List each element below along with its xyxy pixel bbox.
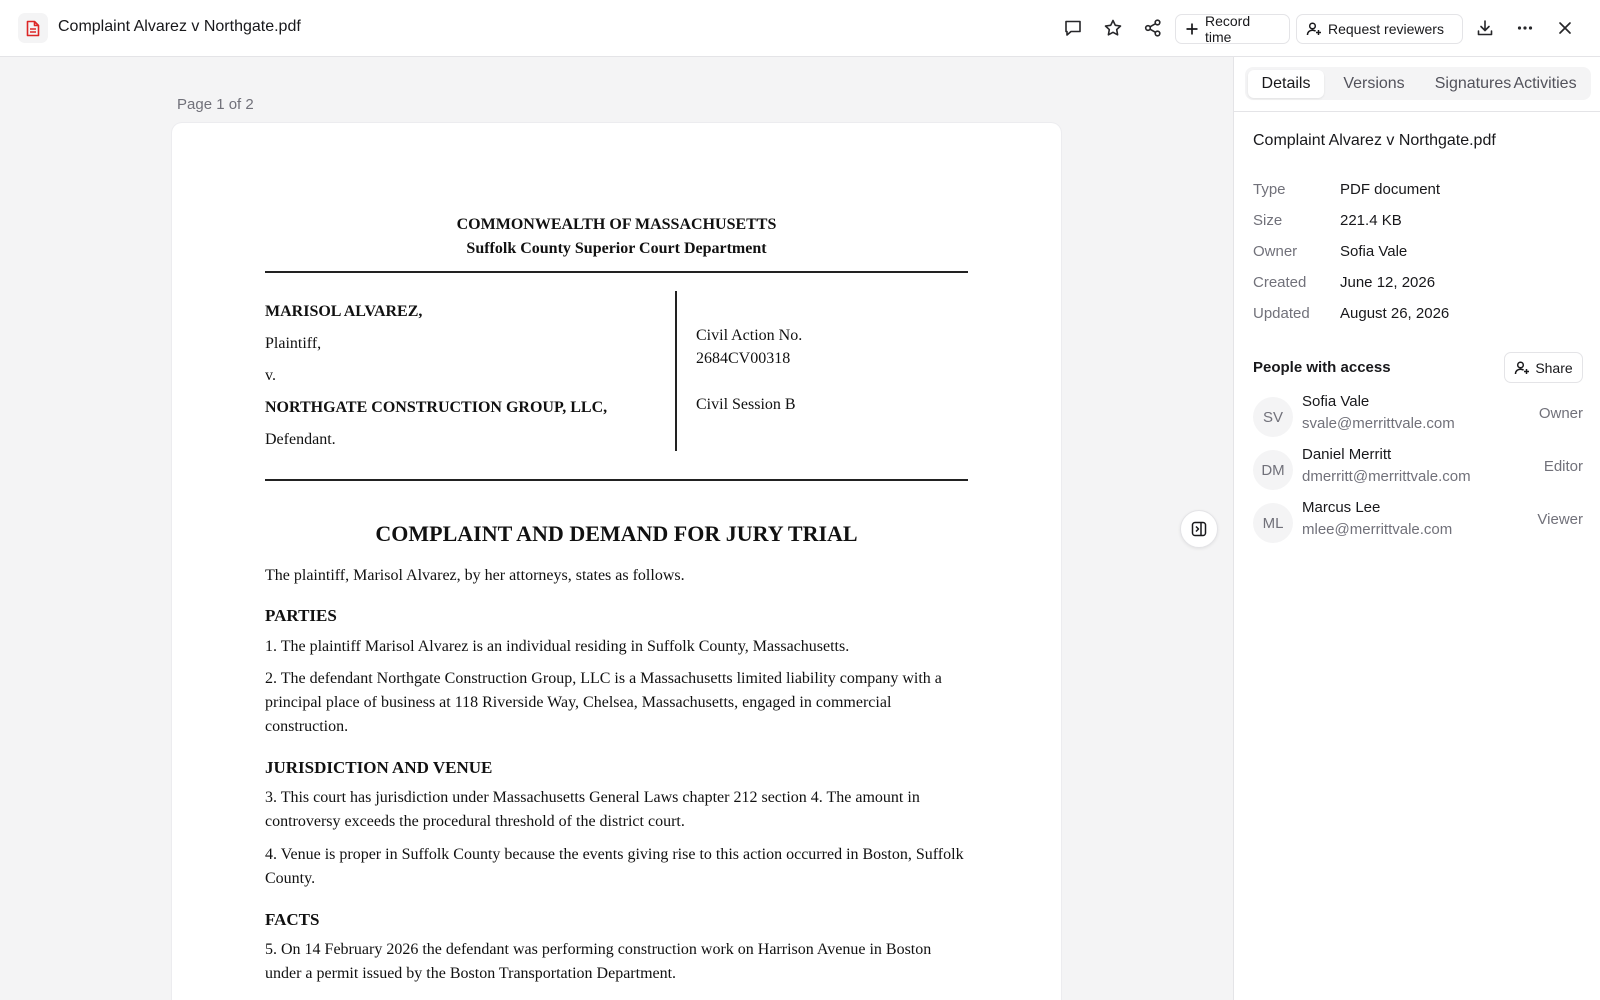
paragraph-4-line1: 4. Venue is proper in Suffolk County because the events giving rise to this action occurred in Boston, Suffolk [265,846,964,863]
caption-top-rule [265,271,968,273]
paragraph-3-line2: controversy exceeds the procedural threshold of the district court. [265,813,685,830]
caption-bottom-rule [265,479,968,481]
heading-jurisdiction: JURISDICTION AND VENUE [265,758,493,777]
avatar: DM [1253,450,1293,490]
meta-type-value: PDF document [1340,181,1441,198]
tab-details[interactable]: Details [1248,70,1324,98]
paragraph-2-line3: construction. [265,718,349,735]
person-email: svale@merrittvale.com [1302,415,1455,432]
page-indicator: Page 1 of 2 [177,96,254,113]
user-plus-icon [1306,21,1322,37]
request-reviewers-label: Request reviewers [1328,21,1444,37]
meta-updated-label: Updated [1253,305,1310,322]
meta-size-value: 221.4 KB [1340,212,1402,229]
close-icon[interactable] [1551,14,1579,42]
document-viewer[interactable] [0,57,1233,1000]
person-email: dmerritt@merrittvale.com [1302,468,1471,485]
panel-toggle-icon [1190,520,1208,538]
panel-divider [1234,111,1600,112]
court-header-line2: Suffolk County Superior Court Department [466,240,767,257]
avatar: ML [1253,503,1293,543]
file-icon [18,13,48,43]
paragraph-1: 1. The plaintiff Marisol Alvarez is an individual residing in Suffolk County, Massachusetts. [265,638,850,655]
plus-icon [1185,22,1199,36]
share-label: Share [1535,359,1573,376]
complaint-title: COMPLAINT AND DEMAND FOR JURY TRIAL [375,521,858,546]
people-access-title: People with access [1253,359,1391,376]
court-header-line1: COMMONWEALTH OF MASSACHUSETTS [456,216,777,233]
record-time-button[interactable] [1175,14,1290,44]
share-icon[interactable] [1139,14,1167,42]
person-name: Daniel Merritt [1302,446,1392,463]
avatar: SV [1253,397,1293,437]
versus: v. [265,367,276,384]
details-panel [1233,57,1600,1000]
paragraph-5-line2: under a permit issued by the Boston Transportation Department. [265,965,677,982]
person-role[interactable]: Owner [1538,405,1583,422]
tab-activities[interactable]: Activities [1513,75,1577,92]
paragraph-2-line1: 2. The defendant Northgate Construction Group, LLC is a Massachusetts limited liability company with a [265,670,942,687]
meta-created-value: June 12, 2026 [1340,274,1436,291]
record-time-label: Record time [1205,13,1251,45]
civil-action-label: Civil Action No. [696,327,803,344]
intro-paragraph: The plaintiff, Marisol Alvarez, by her attorneys, states as follows. [265,567,685,584]
person-name: Sofia Vale [1302,393,1370,410]
caption-divider [675,291,677,451]
meta-type-label: Type [1253,181,1286,198]
tab-versions[interactable]: Versions [1343,75,1405,92]
heading-parties: PARTIES [265,606,337,625]
panel-tabs [1245,67,1591,100]
person-role[interactable]: Editor [1543,458,1583,475]
request-reviewers-button[interactable] [1296,14,1463,44]
plaintiff-role: Plaintiff, [265,335,322,352]
paragraph-4-line2: County. [265,870,316,887]
meta-owner-label: Owner [1253,243,1298,260]
star-icon[interactable] [1099,14,1127,42]
user-plus-icon [1514,360,1530,376]
download-icon[interactable] [1471,14,1499,42]
person-row[interactable] [1253,499,1583,547]
top-bar [0,0,1600,57]
heading-facts: FACTS [265,910,320,929]
more-icon[interactable] [1511,14,1539,42]
meta-owner-value: Sofia Vale [1340,243,1408,260]
defendant-role: Defendant. [265,431,336,448]
person-name: Marcus Lee [1302,499,1381,516]
comment-icon[interactable] [1059,14,1087,42]
meta-created-label: Created [1253,274,1307,291]
civil-action-number: 2684CV00318 [696,350,791,367]
tab-signatures[interactable]: Signatures [1434,75,1512,92]
document-title: Complaint Alvarez v Northgate.pdf [58,18,301,35]
paragraph-5-line1: 5. On 14 February 2026 the defendant was performing construction work on Harrison Avenue in Boston [265,941,932,958]
person-row[interactable] [1253,393,1583,441]
toggle-panel-button[interactable] [1180,510,1218,548]
meta-size-label: Size [1253,212,1283,229]
document-page [172,123,1061,1000]
person-email: mlee@merrittvale.com [1302,521,1453,538]
meta-updated-value: August 26, 2026 [1340,305,1450,322]
person-role[interactable]: Viewer [1537,511,1583,528]
share-button[interactable] [1504,352,1583,383]
person-row[interactable] [1253,446,1583,494]
paragraph-3-line1: 3. This court has jurisdiction under Massachusetts General Laws chapter 212 section 4. The amount in [265,789,920,806]
panel-filename: Complaint Alvarez v Northgate.pdf [1253,132,1496,149]
defendant-name: NORTHGATE CONSTRUCTION GROUP, LLC, [265,399,608,416]
plaintiff-name: MARISOL ALVAREZ, [265,303,423,320]
civil-session: Civil Session B [696,396,796,413]
paragraph-2-line2: principal place of business at 118 Riverside Way, Chelsea, Massachusetts, engaged in commercial [265,694,892,711]
